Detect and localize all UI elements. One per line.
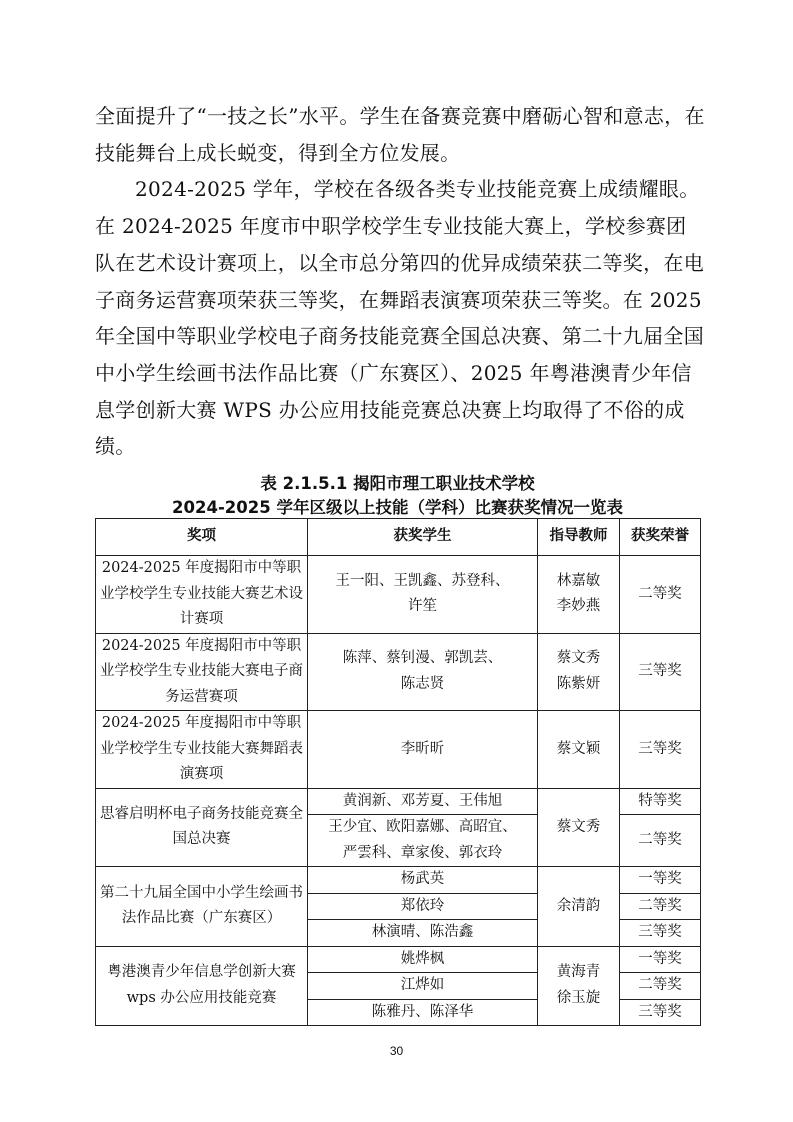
award-cell: 粤港澳青少年信息学创新大赛 wps 办公应用技能竞赛 — [96, 946, 308, 1026]
table-row — [96, 946, 701, 973]
honor-cell: 二等奖 — [620, 893, 701, 920]
header-honor: 获奖荣誉 — [620, 519, 701, 556]
award-cell: 第二十九届全国中小学生绘画书法作品比赛（广东赛区） — [96, 867, 308, 947]
header-award: 奖项 — [96, 519, 308, 556]
honor-cell: 二等奖 — [620, 815, 701, 867]
table-row — [96, 556, 701, 634]
teacher-cell: 林嘉敏 李妙燕 — [538, 556, 620, 634]
header-teacher: 指导教师 — [538, 519, 620, 556]
students-cell: 江烨如 — [308, 973, 538, 1000]
award-cell: 思睿启明杯电子商务技能竞赛全国总决赛 — [96, 788, 308, 867]
students-cell: 李昕昕 — [308, 711, 538, 789]
honor-cell: 特等奖 — [620, 788, 701, 815]
honor-cell: 三等奖 — [620, 633, 701, 711]
honor-cell: 一等奖 — [620, 867, 701, 894]
honor-cell: 三等奖 — [620, 920, 701, 947]
body-text — [95, 98, 705, 465]
students-cell: 林演晴、陈浩鑫 — [308, 920, 538, 947]
honor-cell: 三等奖 — [620, 711, 701, 789]
paragraph-2: 2024-2025 学年，学校在各级各类专业技能竞赛上成绩耀眼。在 2024-2025 年度市中职学校学生专业技能大赛上，学校参赛团队在艺术设计赛项上，以全市总分第四的优异成绩荣获二等奖，在电子商务运营赛项荣获三等奖，在舞蹈表演赛项荣获三等奖。在 2025 年全国中等职业学校电子商务技能竞赛全国总决赛、第二十九届全国中小学生绘画书法作品比赛（广东赛区）、2025 年粤港澳青少年信息学创新大赛 WPS 办公应用技能竞赛总决赛上均取得了不俗的成绩。 — [95, 177, 704, 459]
table-row — [96, 788, 701, 815]
students-cell: 陈萍、蔡钊漫、郭凯芸、 陈志贤 — [308, 633, 538, 711]
table-row — [96, 711, 701, 789]
students-cell: 王一阳、王凯鑫、苏登科、 许笙 — [308, 556, 538, 634]
students-cell: 陈雅丹、陈泽华 — [308, 999, 538, 1026]
award-cell: 2024-2025 年度揭阳市中等职业学校学生专业技能大赛艺术设计赛项 — [96, 556, 308, 634]
award-cell: 2024-2025 年度揭阳市中等职业学校学生专业技能大赛舞蹈表演赛项 — [96, 711, 308, 789]
table-caption-line-1: 表 2.1.5.1 揭阳市理工职业技术学校 — [260, 474, 535, 493]
award-cell: 2024-2025 年度揭阳市中等职业学校学生专业技能大赛电子商务运营赛项 — [96, 633, 308, 711]
students-cell: 郑依玲 — [308, 893, 538, 920]
teacher-cell: 蔡文秀 — [538, 788, 620, 867]
paragraph-1: 全面提升了“一技之长”水平。学生在备赛竞赛中磨砺心智和意志，在技能舞台上成长蜕变，得到全方位发展。 — [95, 104, 705, 165]
students-cell: 杨武英 — [308, 867, 538, 894]
honor-cell: 二等奖 — [620, 556, 701, 634]
table-caption-line-2: 2024-2025 学年区级以上技能（学科）比赛获奖情况一览表 — [172, 498, 623, 517]
header-students: 获奖学生 — [308, 519, 538, 556]
teacher-cell: 蔡文颖 — [538, 711, 620, 789]
students-cell: 黄润新、邓芳夏、王伟旭 — [308, 788, 538, 815]
honor-cell: 二等奖 — [620, 973, 701, 1000]
table-header-row — [96, 519, 701, 556]
students-cell: 王少宜、欧阳嘉娜、高昭宜、 严雲科、章家俊、郭衣玲 — [308, 815, 538, 867]
students-cell: 姚烨枫 — [308, 946, 538, 973]
honor-cell: 三等奖 — [620, 999, 701, 1026]
awards-table — [95, 518, 701, 1026]
page-number: 30 — [389, 1044, 404, 1058]
table-row — [96, 633, 701, 711]
honor-cell: 一等奖 — [620, 946, 701, 973]
teacher-cell: 余清韵 — [538, 867, 620, 947]
teacher-cell: 黄海青 徐玉旋 — [538, 946, 620, 1026]
teacher-cell: 蔡文秀 陈紫妍 — [538, 633, 620, 711]
table-row — [96, 867, 701, 894]
